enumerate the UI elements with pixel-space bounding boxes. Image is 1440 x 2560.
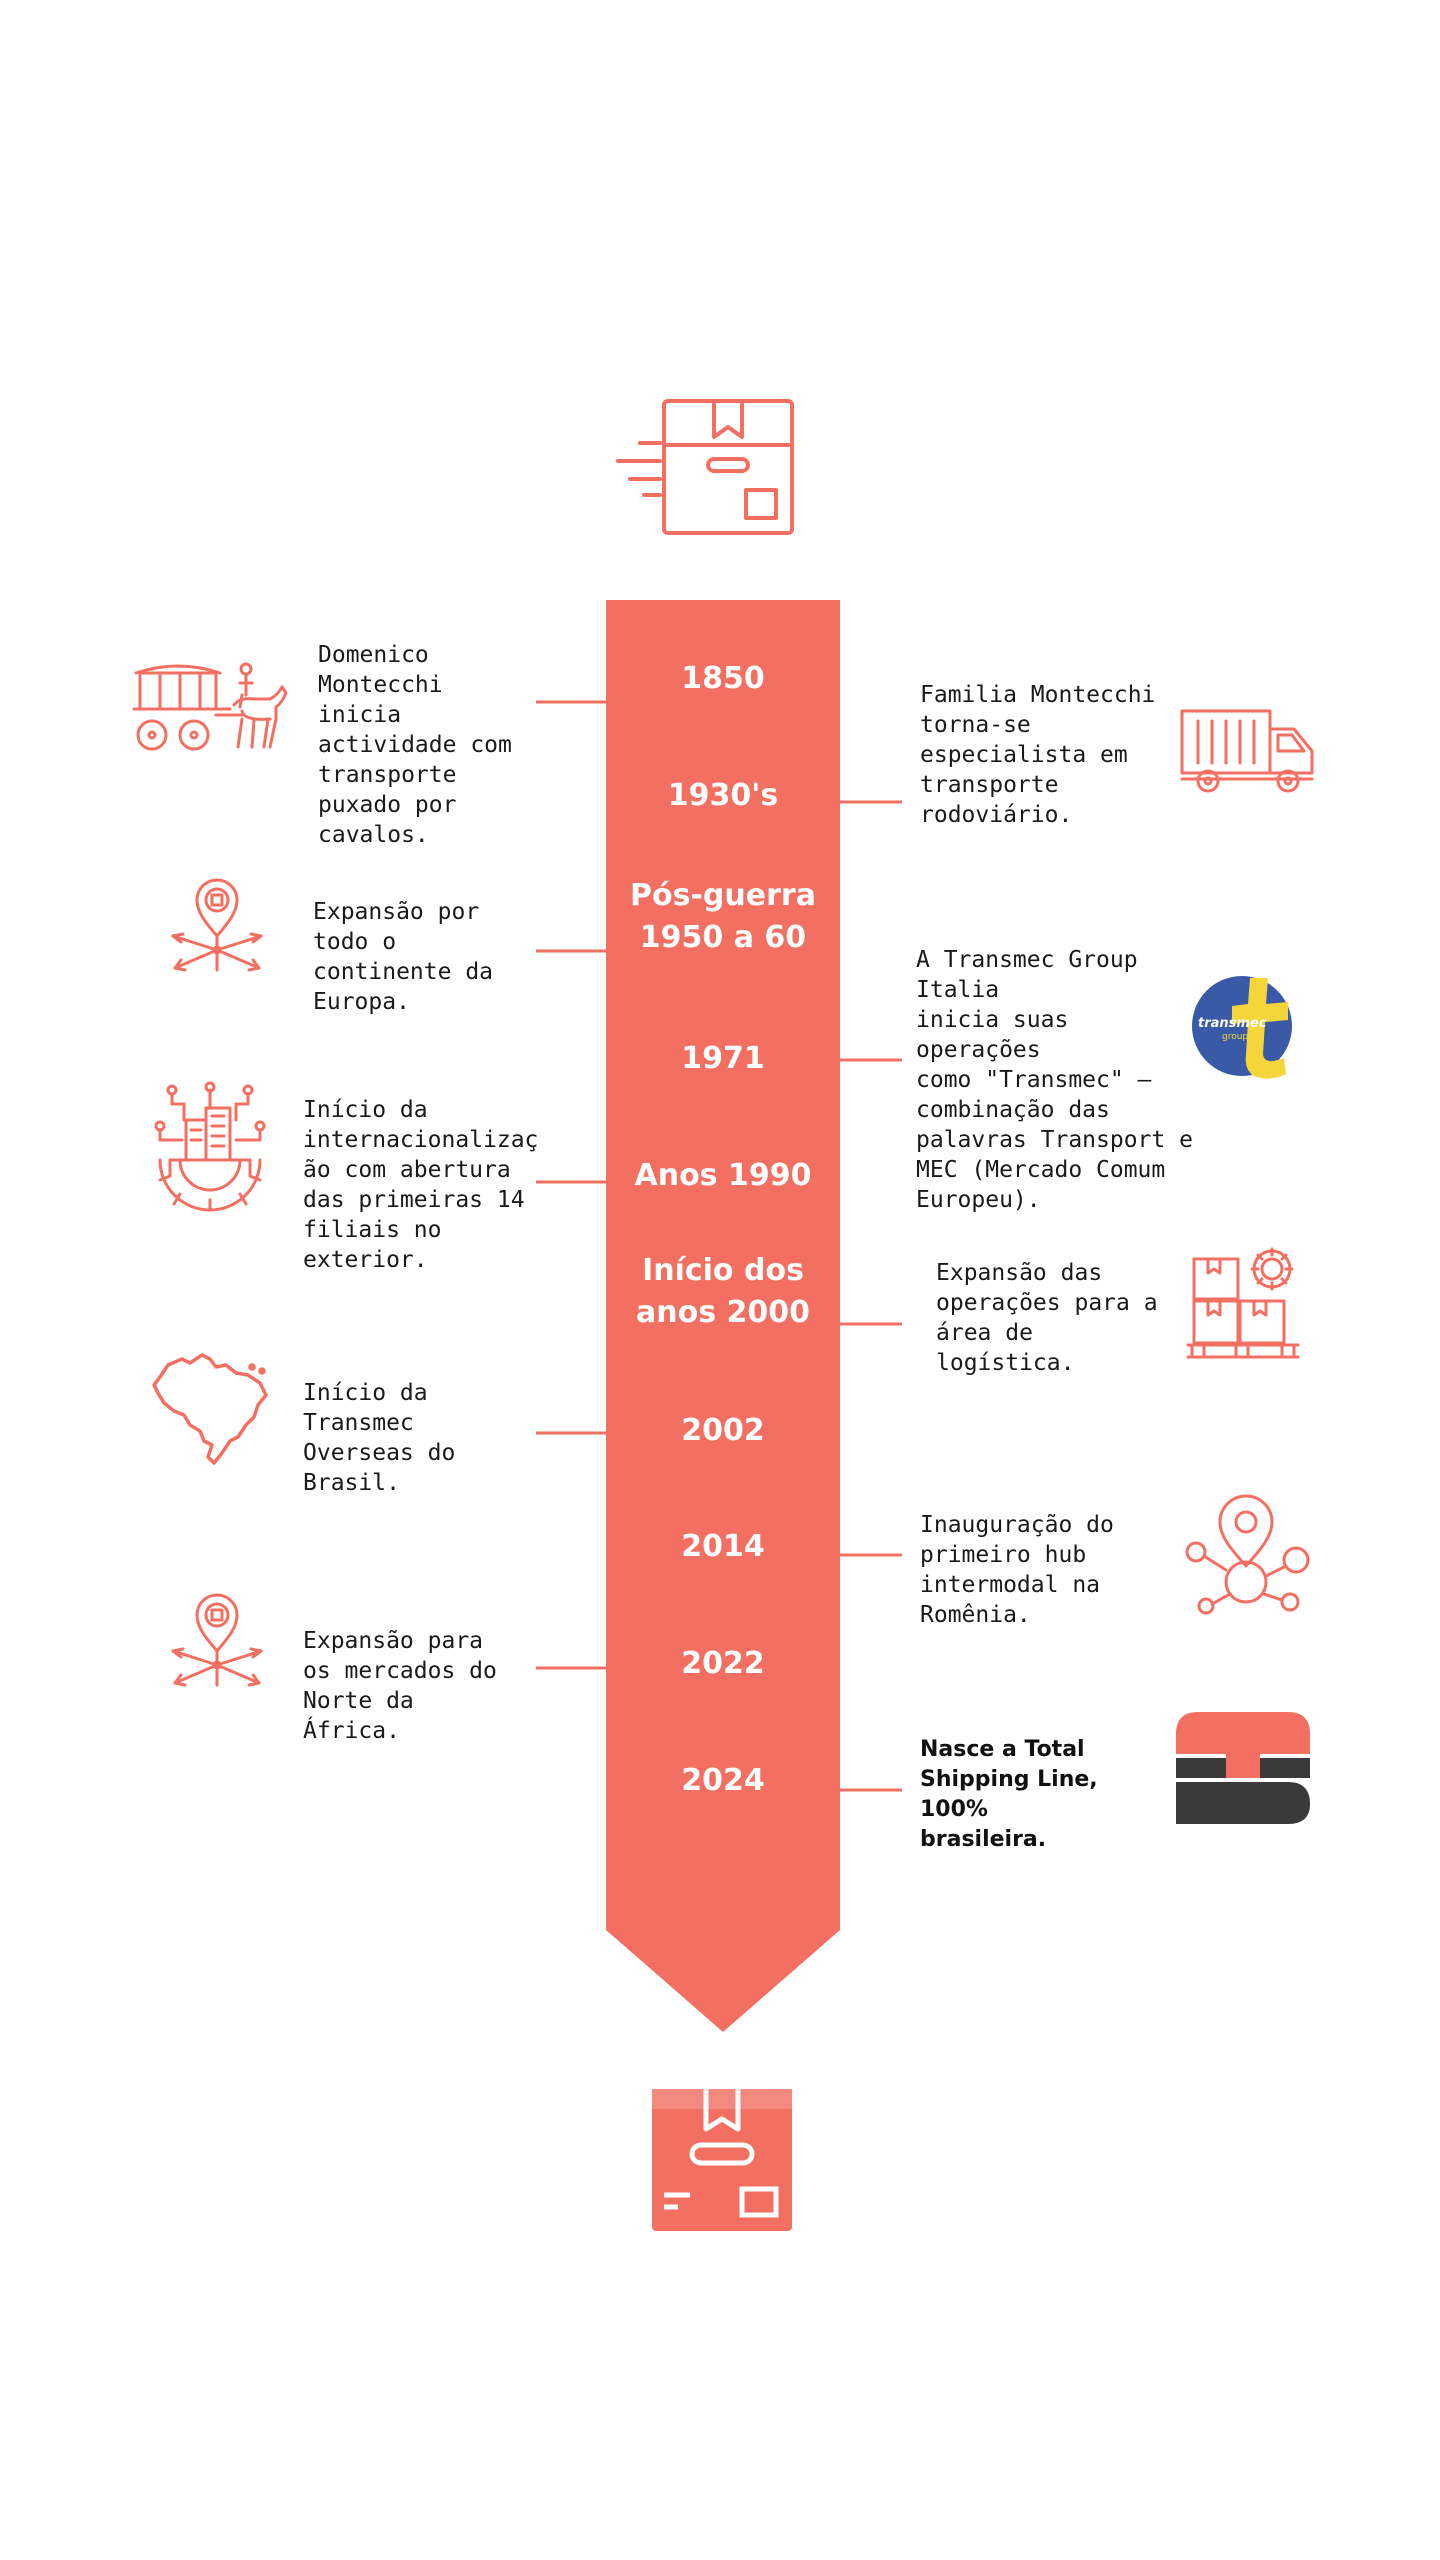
building-gear-icon (150, 1080, 270, 1215)
horse-cart-icon (130, 655, 290, 755)
timeline-year-5: Início dos anos 2000 (635, 1253, 810, 1330)
event-2002-text: Início da Transmec Overseas do Brasil. (303, 1380, 456, 1496)
truck-icon (1178, 705, 1318, 795)
total-shipping-logo-icon (1176, 1712, 1310, 1824)
timeline-year-8: 2022 (681, 1646, 765, 1681)
location-expansion-icon (165, 870, 270, 975)
event-2014-text: Inauguração do primeiro hub intermodal na Romênia. (920, 1512, 1114, 1628)
timeline-year-1: 1930's (667, 778, 779, 813)
event-1990-text: Início da internacionalizaç ão com abertura das primeiras 14 filiais no exterior. (303, 1097, 539, 1273)
event-1971-text: A Transmec Group Italia inicia suas operações como "Transmec" – combinação das palavras Transport e MEC (Mercado Comum Europeu). (916, 947, 1193, 1213)
transmec-logo-icon (1188, 968, 1300, 1080)
timeline-year-0: 1850 (681, 661, 765, 696)
event-2000-text: Expansão das operações para a área de logística. (936, 1260, 1158, 1376)
timeline-year-3: 1971 (681, 1041, 765, 1076)
event-2024-text: Nasce a Total Shipping Line, 100% brasileira. (920, 1737, 1098, 1852)
timeline-year-2: Pós-guerra 1950 a 60 (630, 878, 816, 955)
event-1850-text: Domenico Montecchi inicia actividade com transporte puxado por cavalos. (318, 642, 512, 848)
timeline-year-9: 2024 (681, 1763, 765, 1798)
package-box-icon (650, 2085, 795, 2235)
timeline-year-6: 2002 (681, 1413, 765, 1448)
brazil-map-icon (150, 1345, 275, 1470)
transmec-logo-text: transmec (1198, 1016, 1267, 1031)
timeline-year-4: Anos 1990 (634, 1158, 812, 1193)
location-expansion-icon-2 (165, 1585, 270, 1690)
location-network-icon (1182, 1490, 1312, 1615)
event-1930-text: Familia Montecchi torna-se especialista em transporte rodoviário. (920, 682, 1156, 828)
transmec-logo-subtext: group (1222, 1032, 1249, 1042)
event-2022-text: Expansão para os mercados do Norte da África. (303, 1628, 497, 1744)
event-posguerra-text: Expansão por todo o continente da Europa. (313, 899, 494, 1015)
timeline-year-7: 2014 (681, 1529, 765, 1564)
warehouse-gear-icon (1186, 1245, 1306, 1375)
